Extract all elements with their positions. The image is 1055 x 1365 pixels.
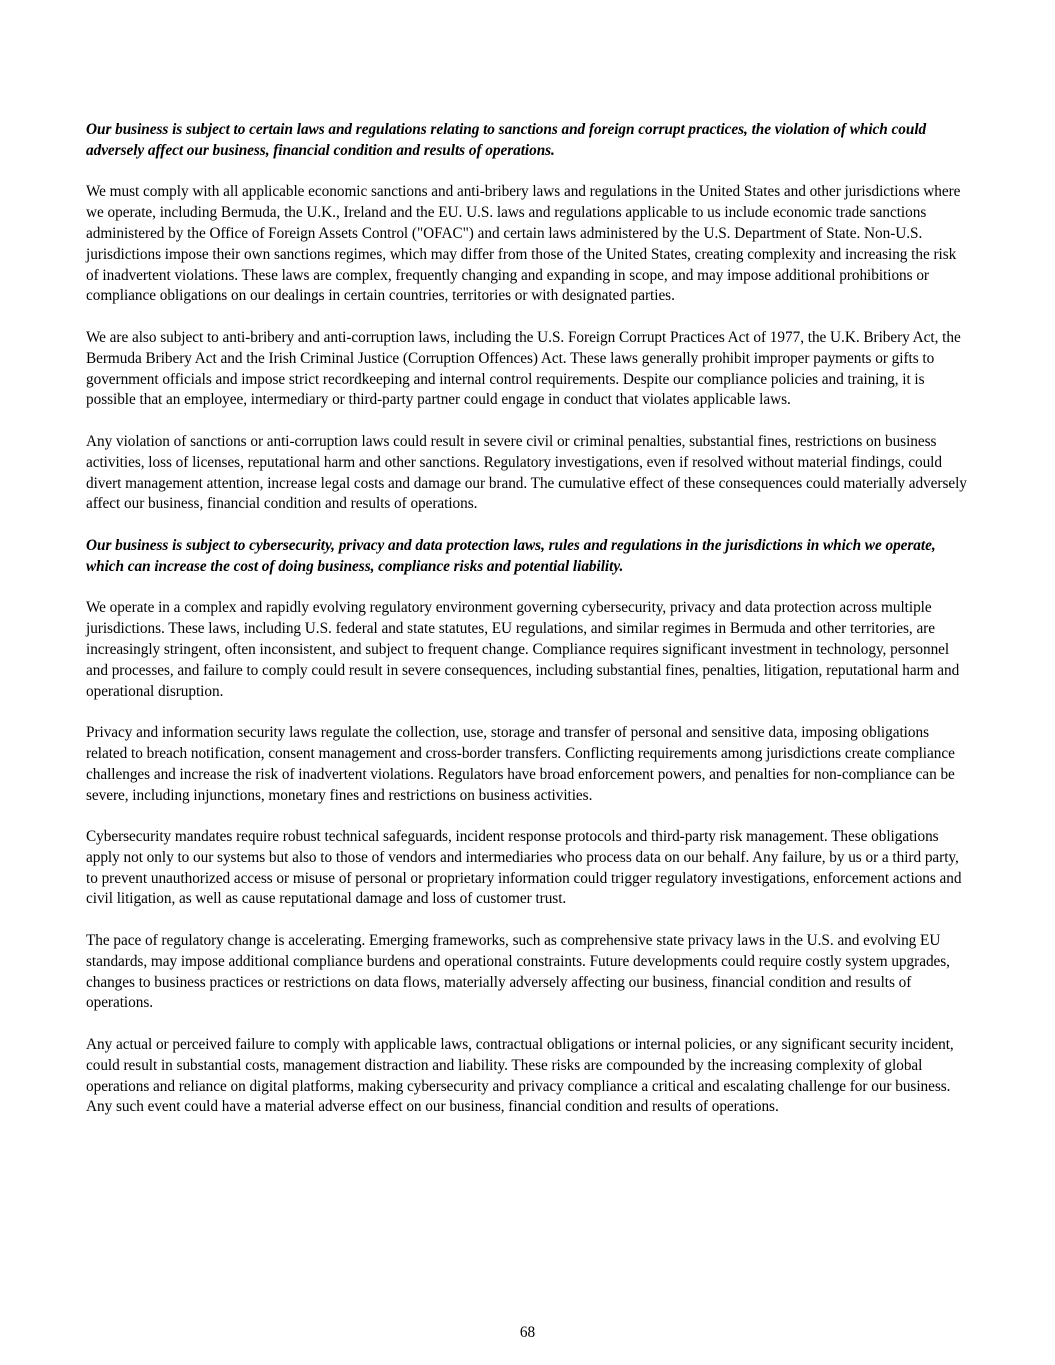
page-number: 68: [519, 1324, 536, 1341]
paragraph: We are also subject to anti-bribery and anti-corruption laws, including the U.S. Foreign Corrupt Practices Act of 1977, the U.K. Bribery Act, the Bermuda Bribery Act and the Irish Criminal Justice (Corruption Offences) Act. These laws generally prohibit improper payments or gifts to government officials and impose strict recordkeeping and internal control requirements. Despite our compliance policies and training, it is possible that an employee, intermediary or third-party partner could engage in conduct that violates applicable laws.: [86, 328, 961, 409]
paragraph: Any actual or perceived failure to comply with applicable laws, contractual obligations or internal policies, or any significant security incident, could result in substantial costs, management distraction and liability. These risks are compounded by the increasing complexity of global operations and reliance on digital platforms, making cybersecurity and privacy compliance a critical and escalating challenge for our business. Any such event could have a material adverse effect on our business, financial condition and results of operations.: [86, 1036, 954, 1116]
paragraph: Privacy and information security laws regulate the collection, use, storage and transfer of personal and sensitive data, imposing obligations related to breach notification, consent management and cross-border transfers. Conflicting requirements among jurisdictions create compliance challenges and increase the risk of inadvertent violations. Regulators have broad enforcement powers, and penalties for non-compliance can be severe, including injunctions, monetary fines and restrictions on business activities.: [86, 724, 955, 804]
paragraph: We must comply with all applicable economic sanctions and anti-bribery laws and regulations in the United States and other jurisdictions where we operate, including Bermuda, the U.K., Ireland and the EU. U.S. laws and regulations applicable to us include economic trade sanctions administered by the Office of Foreign Assets Control ("OFAC") and certain laws administered by the U.S. Department of State. Non-U.S. jurisdictions impose their own sanctions regimes, which may differ from those of the United States, creating complexity and increasing the risk of inadvertent violations. These laws are complex, frequently changing and expanding in scope, and may impose additional prohibitions or compliance obligations on our dealings in certain countries, territories or with designated parties.: [86, 183, 961, 305]
section-heading-cybersecurity: Our business is subject to cybersecurity, privacy and data protection laws, rules and regulations in the jurisdictions in which we operate, which can increase the cost of doing business, compliance risks and potential liability.: [86, 536, 936, 575]
document-body: [86, 120, 971, 1139]
paragraph: Cybersecurity mandates require robust technical safeguards, incident response protocols and third-party risk management. These obligations apply not only to our systems but also to those of vendors and intermediaries who process data on our behalf. Any failure, by us or a third party, to prevent unauthorized access or misuse of personal or proprietary information could trigger regulatory investigations, enforcement actions and civil litigation, as well as cause reputational damage and loss of customer trust.: [86, 828, 962, 908]
paragraph: The pace of regulatory change is accelerating. Emerging frameworks, such as comprehensive state privacy laws in the U.S. and evolving EU standards, may impose additional compliance burdens and operational constraints. Future developments could require costly system upgrades, changes to business practices or restrictions on data flows, materially adversely affecting our business, financial condition and results of operations.: [86, 932, 950, 1012]
paragraph: We operate in a complex and rapidly evolving regulatory environment governing cybersecurity, privacy and data protection across multiple jurisdictions. These laws, including U.S. federal and state statutes, EU regulations, and similar regimes in Bermuda and other territories, are increasingly stringent, often inconsistent, and subject to frequent change. Compliance requires significant investment in technology, personnel and processes, and failure to comply could result in severe consequences, including substantial fines, penalties, litigation, reputational harm and operational disruption.: [86, 599, 960, 700]
section-heading-sanctions: Our business is subject to certain laws and regulations relating to sanctions and foreign corrupt practices, the violation of which could adversely affect our business, financial condition and results of operations.: [86, 121, 927, 159]
paragraph: Any violation of sanctions or anti-corruption laws could result in severe civil or criminal penalties, substantial fines, restrictions on business activities, loss of licenses, reputational harm and other sanctions. Regulatory investigations, even if resolved without material findings, could divert management attention, increase legal costs and damage our brand. The cumulative effect of these consequences could materially adversely affect our business, financial condition and results of operations.: [86, 432, 967, 513]
